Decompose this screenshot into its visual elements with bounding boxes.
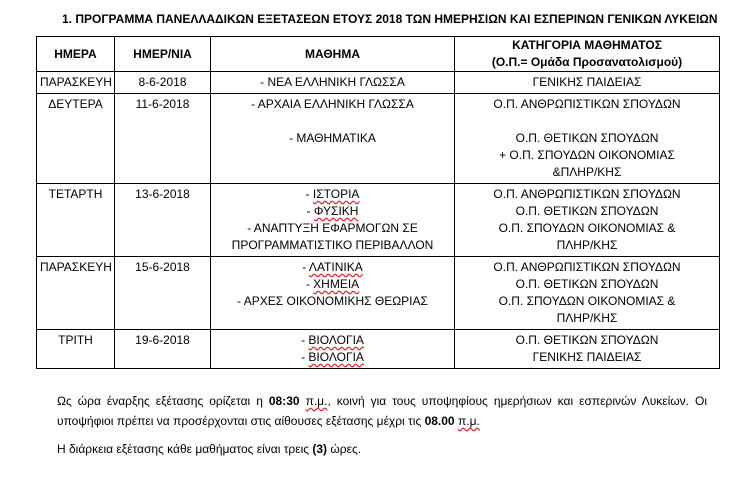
row-subjects [211, 257, 455, 330]
page-title: 1. ΠΡΟΓΡΑΜΜΑ ΠΑΝΕΛΛΑΔΙΚΩΝ ΕΞΕΤΑΣΕΩΝ ΕΤΟΥΣ 2018 ΤΩΝ ΗΜΕΡΗΣΙΩΝ ΚΑΙ ΕΣΠΕΡΙΝΩΝ ΓΕΝΙΚΩΝ ΛΥΚΕΙΩΝ [62, 12, 718, 26]
category-item: Ο.Π. ΘΕΤΙΚΩΝ ΣΠΟΥΔΩΝ [515, 333, 659, 347]
note-text: Ως ώρα έναρξης εξέτασης ορίζεται η [57, 394, 269, 408]
subject-item: - ΜΑΘΗΜΑΤΙΚΑ [289, 131, 376, 145]
subject-text: ΒΙΟΛΟΓΙΑ [308, 350, 364, 364]
subject-item: - ΑΡΧΕΣ ΟΙΚΟΝΟΜΙΚΗΣ ΘΕΩΡΙΑΣ [237, 294, 428, 308]
category-item: Ο.Π. ΣΠΟΥΔΩΝ ΟΙΚΟΝΟΜΙΑΣ & [498, 221, 676, 235]
table-row [37, 330, 720, 369]
am-abbrev: π.μ. [457, 414, 480, 428]
arrival-time: 08.00 [424, 414, 455, 428]
header-date: ΗΜΕΡ/ΝΙΑ [115, 37, 211, 72]
header-category [455, 37, 720, 72]
row-subjects [211, 330, 455, 369]
note-text: , κοινή για τους υποψηφίους ημερήσιων και εσπερινών Λυκείων. Οι υποψήφιοι πρέπει να προσέρχονται στις αίθουσες εξέτασης μέχρι τις [57, 394, 707, 428]
row-date: 15-6-2018 [115, 257, 211, 330]
table-row [37, 94, 720, 184]
row-subjects [211, 184, 455, 257]
exam-schedule-table [36, 36, 720, 369]
start-time: 08:30 [268, 394, 300, 408]
am-abbrev: π.μ. [305, 394, 328, 408]
row-categories [455, 330, 720, 369]
subject-item: - ΑΡΧΑΙΑ ΕΛΛΗΝΙΚΗ ΓΛΩΣΣΑ [251, 97, 414, 111]
category-item: Ο.Π. ΘΕΤΙΚΩΝ ΣΠΟΥΔΩΝ [515, 131, 659, 145]
row-date: 11-6-2018 [115, 94, 211, 184]
category-item: Ο.Π. ΘΕΤΙΚΩΝ ΣΠΟΥΔΩΝ [515, 277, 659, 291]
start-time-note [57, 391, 707, 431]
duration-hours: (3) [312, 442, 328, 456]
category-item: ΠΛΗΡ/ΚΗΣ [556, 238, 618, 252]
row-subjects [211, 94, 455, 184]
row-day: ΔΕΥΤΕΡΑ [37, 94, 115, 184]
subject-item: - ΒΙΟΛΟΓΙΑ [301, 350, 364, 364]
row-categories [455, 72, 720, 94]
header-category-line2: (Ο.Π.= Ομάδα Προσανατολισμού) [491, 55, 683, 69]
subject-item: - ΑΝΑΠΤΥΞΗ ΕΦΑΡΜΟΓΩΝ ΣΕ [247, 221, 418, 235]
row-date: 19-6-2018 [115, 330, 211, 369]
row-categories [455, 184, 720, 257]
subject-text: ΒΙΟΛΟΓΙΑ [308, 333, 364, 347]
subject-item: - ΛΑΤΙΝΙΚΑ [302, 260, 363, 274]
subject-text: ΛΑΤΙΝΙΚΑ [308, 260, 363, 274]
category-item: &ΠΛΗΡ/ΚΗΣ [552, 165, 622, 179]
header-day: ΗΜΕΡΑ [37, 37, 115, 72]
subject-item: - ΒΙΟΛΟΓΙΑ [301, 333, 364, 347]
table-row [37, 184, 720, 257]
subject-text: ΧΗΜΕΙΑ [313, 277, 360, 291]
category-item: Ο.Π. ΣΠΟΥΔΩΝ ΟΙΚΟΝΟΜΙΑΣ & [498, 294, 676, 308]
row-day: ΤΕΤΑΡΤΗ [37, 184, 115, 257]
table-row [37, 72, 720, 94]
subject-item: - ΦΥΣΙΚΗ [306, 204, 359, 218]
duration-note [57, 439, 707, 459]
subject-text: ΙΣΤΟΡΙΑ [312, 187, 360, 201]
exam-notes [57, 391, 707, 459]
row-categories [455, 257, 720, 330]
note-text: Η διάρκεια εξέτασης κάθε μαθήματος είναι τρεις [57, 442, 313, 456]
subject-item: - ΙΣΤΟΡΙΑ [305, 187, 360, 201]
row-day: ΠΑΡΑΣΚΕΥΗ [37, 72, 115, 94]
subject-text: ΦΥΣΙΚΗ [313, 204, 359, 218]
row-day: ΠΑΡΑΣΚΕΥΗ [37, 257, 115, 330]
category-item: ΠΛΗΡ/ΚΗΣ [556, 311, 618, 325]
subject-item: - ΧΗΜΕΙΑ [305, 277, 360, 291]
row-date: 8-6-2018 [115, 72, 211, 94]
table-row [37, 257, 720, 330]
category-item: Ο.Π. ΘΕΤΙΚΩΝ ΣΠΟΥΔΩΝ [515, 204, 659, 218]
row-subjects [211, 72, 455, 94]
category-item: ΓΕΝΙΚΗΣ ΠΑΙΔΕΙΑΣ [532, 75, 642, 89]
category-item: Ο.Π. ΑΝΘΡΩΠΙΣΤΙΚΩΝ ΣΠΟΥΔΩΝ [493, 260, 681, 274]
row-categories [455, 94, 720, 184]
category-item: + Ο.Π. ΣΠΟΥΔΩΝ ΟΙΚΟΝΟΜΙΑΣ [499, 148, 675, 162]
category-item: ΓΕΝΙΚΗΣ ΠΑΙΔΕΙΑΣ [532, 350, 642, 364]
header-category-line1: ΚΑΤΗΓΟΡΙΑ ΜΑΘΗΜΑΤΟΣ [512, 38, 662, 52]
category-item: Ο.Π. ΑΝΘΡΩΠΙΣΤΙΚΩΝ ΣΠΟΥΔΩΝ [493, 97, 681, 111]
category-item: Ο.Π. ΑΝΘΡΩΠΙΣΤΙΚΩΝ ΣΠΟΥΔΩΝ [493, 187, 681, 201]
subject-item: ΠΡΟΓΡΑΜΜΑΤΙΣΤΙΚΟ ΠΕΡΙΒΑΛΛΟΝ [231, 238, 434, 252]
table-header-row [37, 37, 720, 72]
header-subject: ΜΑΘΗΜΑ [211, 37, 455, 72]
subject-item: - ΝΕΑ ΕΛΛΗΝΙΚΗ ΓΛΩΣΣΑ [260, 75, 405, 89]
row-date: 13-6-2018 [115, 184, 211, 257]
row-day: ΤΡΙΤΗ [37, 330, 115, 369]
note-text: ώρες. [327, 442, 362, 456]
